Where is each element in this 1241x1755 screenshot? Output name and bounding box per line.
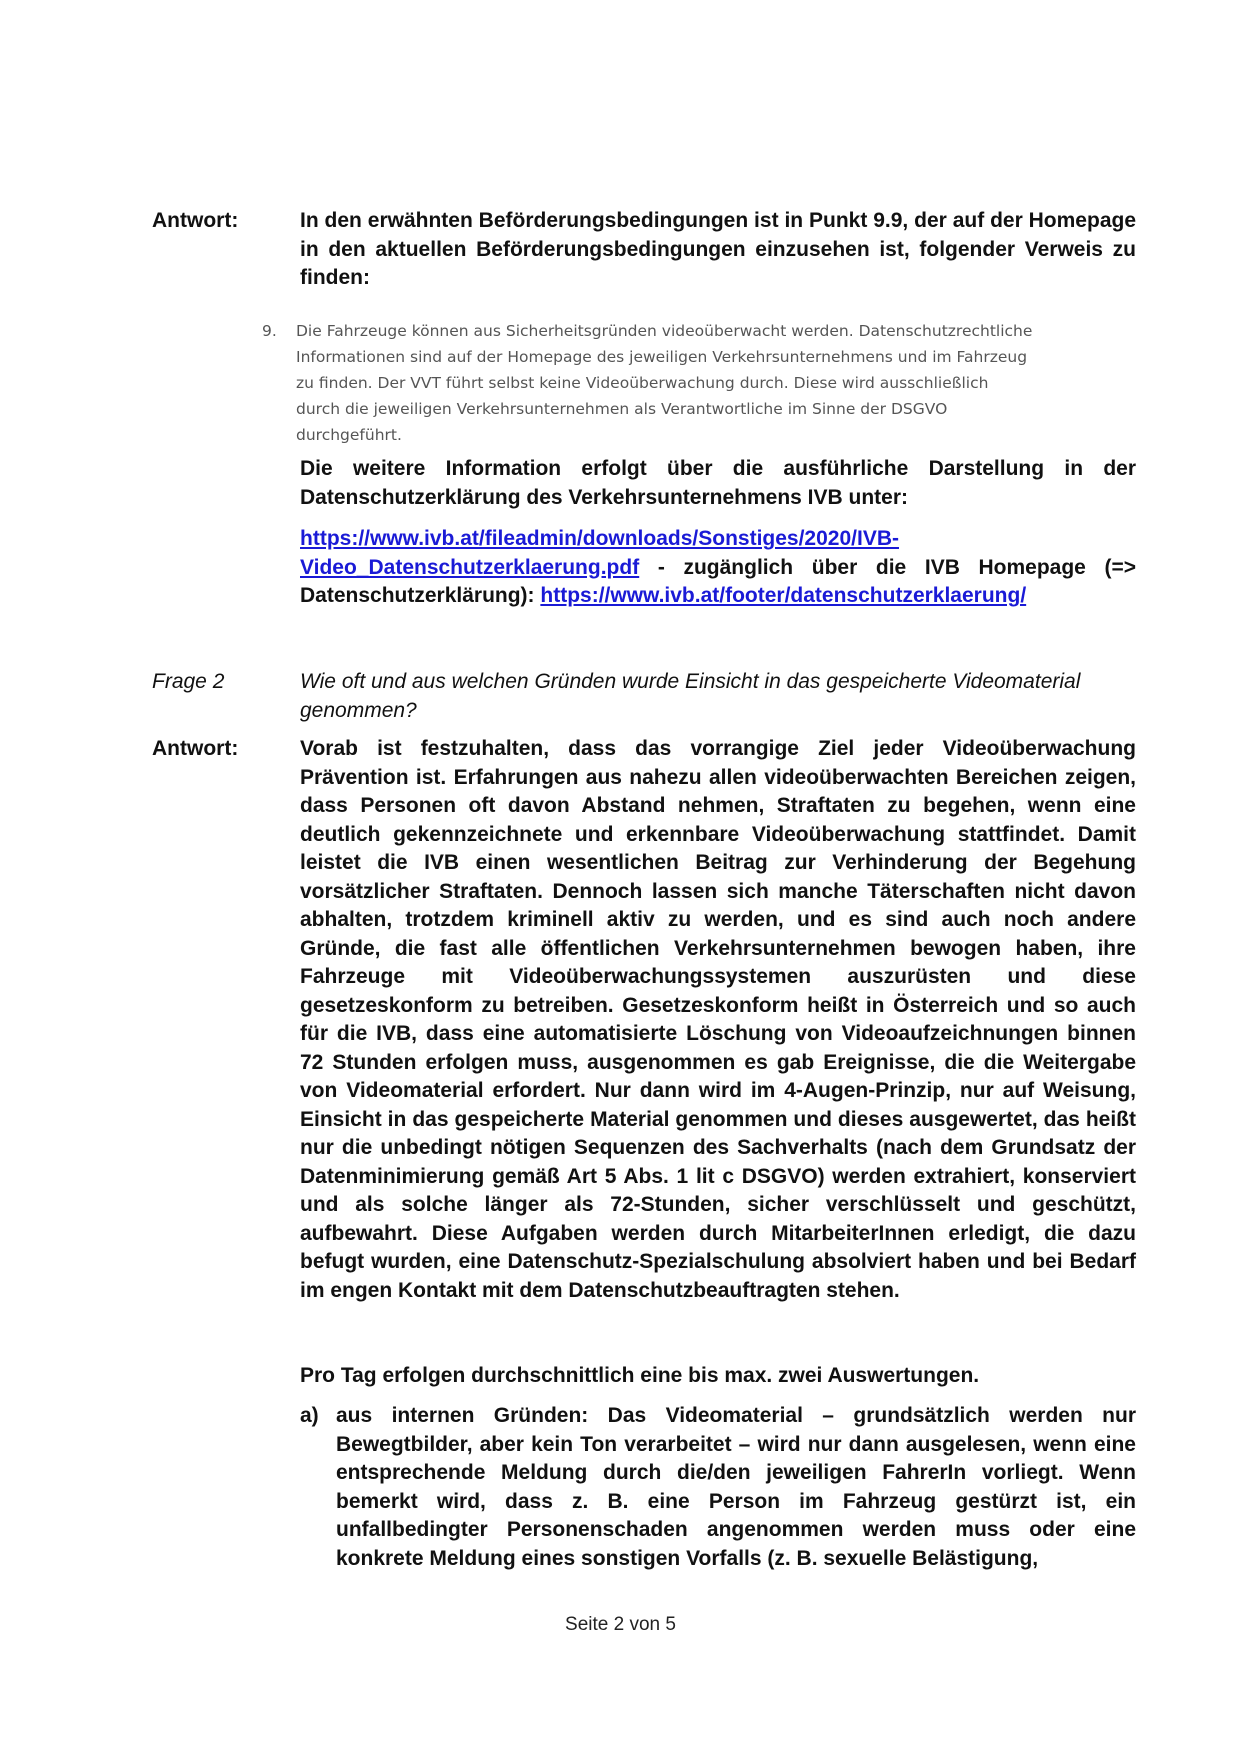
links-paragraph <box>300 525 1136 611</box>
list-item-a <box>300 1402 1136 1582</box>
pdf-link[interactable]: https://www.ivb.at/fileadmin/downloads/Sonstiges/2020/IVB-Video_Datenschutzerklaerung.pdf <box>300 527 899 579</box>
answer2-text: Vorab ist festzuhalten, dass das vorrangige Ziel jeder Videoüberwachung Prävention ist. Erfahrungen aus nahezu allen videoüberwachten Bereichen zeigen, dass Personen oft davon Abstand nehmen, Straftaten zu begehen, wenn eine deutlich gekennzeichnete und erkennbare Videoüberwachung stattfindet. Damit leistet die IVB einen wesentlichen Beitrag zur Verhinderung der Begehung vorsätzlicher Straftaten. Dennoch lassen sich manche Täterschaften nicht davon abhalten, trotzdem kriminell aktiv zu werden, und es sind auch noch andere Gründe, die fast alle öffentlichen Verkehrsunternehmen bewogen haben, ihre Fahrzeuge mit Videoüberwachungssystemen auszurüsten und diese gesetzeskonform zu betreiben. Gesetzeskonform heißt in Österreich und so auch für die IVB, dass eine automatisierte Löschung von Videoaufzeichnungen binnen 72 Stunden erfolgen muss, ausgenommen es gab Ereignisse, die die Weitergabe von Videomaterial erfordert. Nur dann wird im 4-Augen-Prinzip, nur auf Weisung, Einsicht in das gespeicherte Material genommen und dieses ausgewertet, das heißt nur die unbedingt nötigen Sequenzen des Sachverhalts (nach dem Grundsatz der Datenminimierung gemäß Art 5 Abs. 1 lit c DSGVO) werden extrahiert, konserviert und als solche länger als 72-Stunden, sicher verschlüsselt und geschützt, aufbewahrt. Diese Aufgaben werden durch MitarbeiterInnen erledigt, die dazu befugt wurden, eine Datenschutz-Spezialschulung absolviert haben und bei Bedarf im engen Kontakt mit dem Datenschutzbeauftragten stehen. <box>300 737 1136 1302</box>
list-marker-a: a) <box>300 1404 319 1427</box>
info-paragraph: Die weitere Information erfolgt über die ausführliche Darstellung in der Datenschutzerklärung des Verkehrsunternehmens IVB unter: <box>300 457 1136 509</box>
quote-text: Die Fahrzeuge können aus Sicherheitsgründen videoüberwacht werden. Datenschutzrechtliche Informationen sind auf der Homepage des jeweiligen Verkehrsunternehmens und im Fahrzeug zu finden. Der VVT führt selbst keine Videoüberwachung durch. Diese wird ausschließlich durch die jeweiligen Verkehrsunternehmen als Verantwortliche im Sinne der DSGVO durchgeführt. <box>296 322 1033 444</box>
answer1-text: In den erwähnten Beförderungsbedingungen ist in Punkt 9.9, der auf der Homepage in den aktuellen Beförderungsbedingungen einzusehen ist, folgender Verweis zu finden: <box>300 209 1136 289</box>
list-item-a-text: aus internen Gründen: Das Videomaterial – grundsätzlich werden nur Bewegtbilder, aber kein Ton verarbeitet – wird nur dann ausgelesen, wenn eine entsprechende Meldung durch die/den jeweiligen FahrerIn vorliegt. Wenn bemerkt wird, dass z. B. eine Person im Fahrzeug gestürzt ist, ein unfallbedingter Personenschaden angenommen werden muss oder eine konkrete Meldung eines sonstigen Vorfalls (z. B. sexuelle Belästigung, <box>336 1404 1136 1570</box>
per-day-paragraph: Pro Tag erfolgen durchschnittlich eine bis max. zwei Auswertungen. <box>300 1364 980 1387</box>
page-footer: Seite 2 von 5 <box>565 1614 676 1635</box>
question2-text: Wie oft und aus welchen Gründen wurde Einsicht in das gespeicherte Videomaterial genommen? <box>300 670 1081 722</box>
question2-label: Frage 2 <box>152 670 225 693</box>
quoted-excerpt <box>262 318 1042 444</box>
answer1-label: Antwort: <box>152 209 239 232</box>
links-middle-text: - zugänglich über die IVB Homepage (=> Datenschutzerklärung): <box>300 555 1136 607</box>
answer2-label: Antwort: <box>152 737 239 760</box>
privacy-page-link[interactable]: https://www.ivb.at/footer/datenschutzerklaerung/ <box>540 584 1027 607</box>
quote-number: 9. <box>262 322 277 340</box>
